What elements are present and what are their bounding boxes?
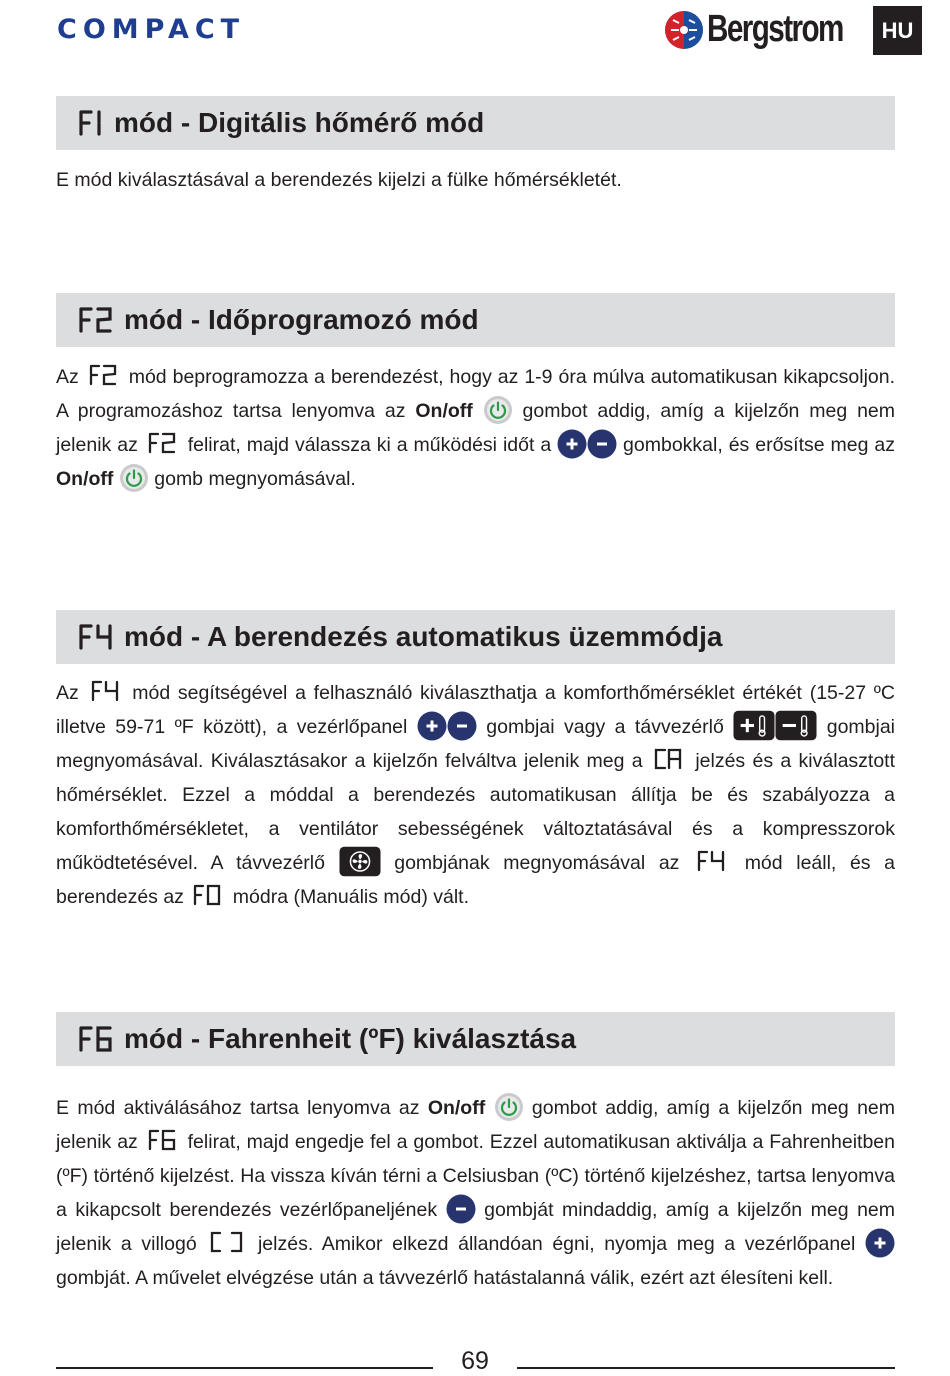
f2-text-5: gombokkal, és erősítse meg az <box>623 434 895 456</box>
section-header-f1 <box>56 96 895 150</box>
minus-icon[interactable] <box>446 1194 476 1224</box>
f2-text-1: Az <box>56 366 79 388</box>
f6-text-5: jelzés. Amikor elkezd állandóan égni, nyomja meg a vezérlőpanel <box>257 1233 856 1255</box>
display-code-f1-icon <box>78 108 106 138</box>
section-header-f2 <box>56 293 895 347</box>
display-code-f2-icon <box>148 432 178 454</box>
section-header-f6 <box>56 1012 895 1066</box>
bergstrom-logo <box>664 8 881 51</box>
f2-text-6: gomb megnyomásával. <box>154 468 356 490</box>
display-code-f2-icon <box>89 364 119 386</box>
section-text-f6 <box>56 1091 895 1295</box>
power-icon[interactable] <box>494 1092 524 1122</box>
logo-text: Bergstrom <box>707 8 843 50</box>
f6-text-3: felirat, majd engedje fel a gombot. Ezzel automatikusan aktiválja a Fahrenheitben (ºF) történő kijelzést. Ha vissza kíván térni a Celsiusban (ºC) történő kijelzéshez, tartsa lenyomva a kikapcsolt berendezés vezérlőpaneljének <box>56 1131 896 1221</box>
display-code-f6-icon <box>78 1024 116 1054</box>
f1-text: E mód kiválasztásával a berendezés kijelzi a fülke hőmérsékletét. <box>56 169 622 191</box>
fan-icon[interactable] <box>339 846 381 877</box>
f4-text-3: gombjai vagy a távvezérlő <box>486 716 724 738</box>
onoff-label: On/off <box>427 1097 486 1119</box>
section-header-f4 <box>56 610 895 664</box>
f4-text-5: jelzés és a kiválasztott hőmérséklet. Ezzel a móddal a berendezés automatikusan állítja be és szabályozza a komforthőmérsékletet, a ventilátor sebességének változtatásával és a kompresszorok működtetésével. A távvezérlő <box>56 750 896 874</box>
f2-text-4: felirat, majd válassza ki a működési időt a <box>187 434 552 456</box>
f6-text-1: E mód aktiválásához tartsa lenyomva az <box>56 1097 420 1119</box>
f4-text-6: gombjának megnyomásával az <box>394 852 680 874</box>
f6-text-4: gombját mindaddig, amíg a kijelzőn meg nem jelenik a villogó <box>56 1199 896 1255</box>
language-badge: HU <box>873 6 922 55</box>
f4-text-2: mód segítségével a felhasználó kiválaszthatja a komforthőmérséklet értékét (15-27 ºC illetve 59-71 ºF között), a vezérlőpanel <box>56 682 895 738</box>
onoff-label: On/off <box>56 468 114 490</box>
f4-text-1: Az <box>56 682 79 704</box>
section-text-f2 <box>56 360 895 496</box>
section-text-f4 <box>56 676 895 914</box>
f4-text-8: módra (Manuális mód) vált. <box>232 886 470 908</box>
display-code-f2-icon <box>78 305 116 335</box>
plus-icon[interactable] <box>557 429 587 459</box>
section-title-f6: mód - Fahrenheit (ºF) kiválasztása <box>124 1023 577 1054</box>
remote-minus-icon[interactable] <box>775 710 817 741</box>
brand-name: COMPACT <box>57 14 246 45</box>
f4-text-7: mód leáll, és a berendezés az <box>56 852 896 908</box>
onoff-label: On/off <box>415 400 473 422</box>
display-code-f4-icon <box>78 622 116 652</box>
minus-icon[interactable] <box>587 429 617 459</box>
remote-plus-icon[interactable] <box>733 710 775 741</box>
page-number: 69 <box>461 1347 489 1375</box>
power-icon[interactable] <box>119 463 149 493</box>
footer-rule-left <box>56 1367 433 1369</box>
section-title-f1: mód - Digitális hőmérő mód <box>114 107 485 138</box>
display-code-f4-icon <box>697 850 727 872</box>
plus-icon[interactable] <box>865 1228 895 1258</box>
f4-text-4: gombjai megnyomásával. Kiválasztásakor a kijelzőn felváltva jelenik meg a <box>56 716 896 772</box>
section-text-f1 <box>56 163 895 197</box>
footer-rule-right <box>517 1367 895 1369</box>
minus-icon[interactable] <box>447 711 477 741</box>
plus-icon[interactable] <box>417 711 447 741</box>
display-code-blink-icon <box>210 1231 244 1253</box>
f2-text-3: gombot addig, amíg a kijelzőn meg nem jelenik az <box>56 400 895 456</box>
display-code-ca-icon <box>654 748 684 770</box>
f6-text-2: gombot addig, amíg a kijelzőn meg nem jelenik az <box>56 1097 896 1153</box>
f2-text-2: mód beprogramozza a berendezést, hogy az 1-9 óra múlva automatikusan kikapcsoljon. A programozáshoz tartsa lenyomva az <box>56 366 896 422</box>
display-code-f4-icon <box>91 680 121 702</box>
f6-text-6: gombját. A művelet elvégzése után a távvezérlő hatástalanná válik, ezért azt élesíteni kell. <box>56 1267 834 1289</box>
section-title-f4: mód - A berendezés automatikus üzemmódja <box>124 621 723 652</box>
display-code-f6-icon <box>148 1129 178 1151</box>
section-title-f2: mód - Időprogramozó mód <box>124 304 479 335</box>
power-icon[interactable] <box>483 395 513 425</box>
logo-globe-icon <box>664 10 704 50</box>
display-code-f0-icon <box>193 884 223 906</box>
